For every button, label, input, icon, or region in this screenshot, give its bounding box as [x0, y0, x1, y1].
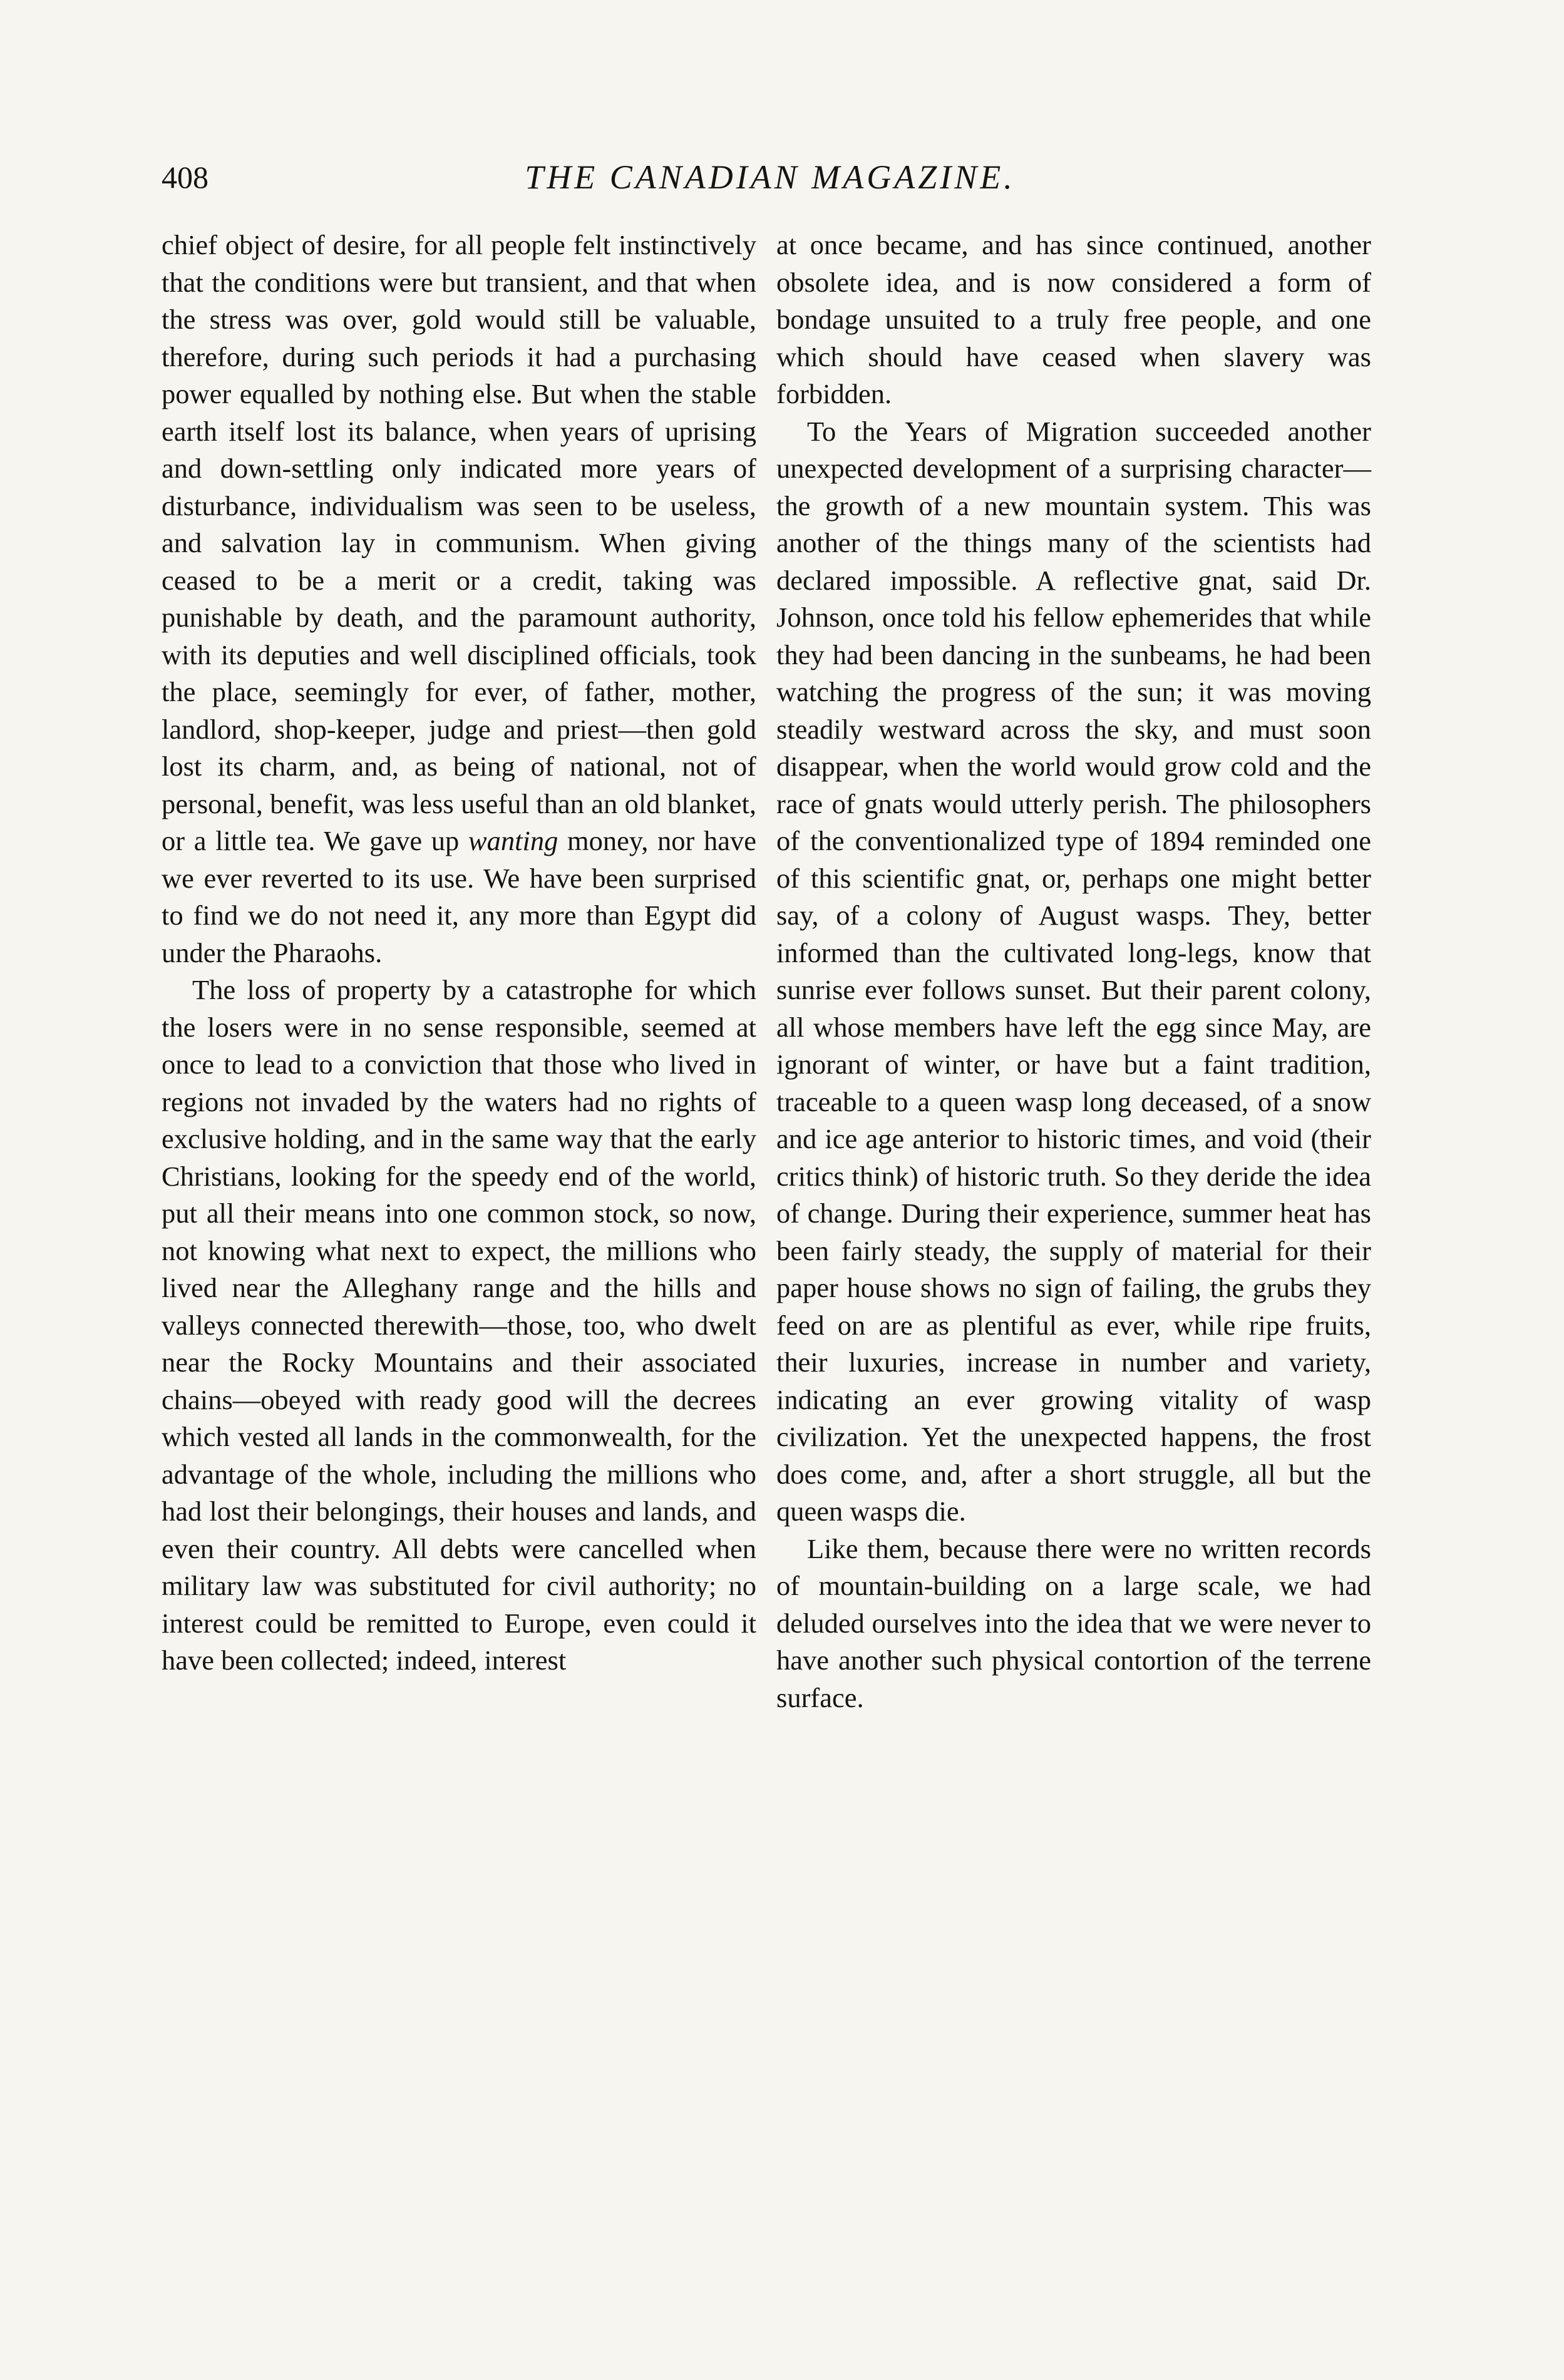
left-column: [162, 227, 756, 1680]
emphasis-text: wanting: [468, 825, 558, 856]
paragraph: Like them, because there were no written records of mountain-building on a large scale, we had deluded ourselves into the idea that we were never to have another such physical contortion of the terrene surface.: [776, 1532, 1371, 1713]
paragraph: at once became, and has since continued, another obsolete idea, and is now considered a form of bondage unsuited to a truly free people, and one which should have ceased when slavery was forbidden.: [776, 229, 1371, 409]
paragraph: The loss of property by a catastrophe for which the losers were in no sense responsible, seemed at once to lead to a conviction that those who lived in regions not invaded by the waters had no rights of exclusive holding, and in the same way that the early Christians, looking for the speedy end of the world, put all their means into one common stock, so now, not knowing what next to expect, the millions who lived near the Alleghany range and the hills and valleys connected therewith—those, too, who dwelt near the Rocky Mountains and their associated chains—obeyed with ready good will the decrees which vested all lands in the commonwealth, for the advantage of the whole, including the millions who had lost their belongings, their houses and lands, and even their country. All debts were cancelled when military law was substituted for civil authority; no interest could be remitted to Europe, even could it have been collected; indeed, interest: [162, 974, 756, 1676]
paragraph-text: chief object of desire, for all people felt instinctively that the conditions were but transient, and that when the stress was over, gold would still be valuable, therefore, during such periods it had a purchasing power equalled by nothing else. But when the stable earth itself lost its balance, when years of uprising and down-settling only indicated more years of disturbance, individualism was seen to be useless, and salvation lay in communism. When giving ceased to be a merit or a credit, taking was punishable by death, and the paramount authority, with its deputies and well disciplined officials, took the place, seemingly for ever, of father, mother, landlord, shop-keeper, judge and priest—then gold lost its charm, and, as being of national, not of personal, benefit, was less useful than an old blanket, or a little tea. We gave up: [162, 229, 756, 856]
page-header: [162, 155, 1379, 199]
paragraph-text: money, nor have we ever reverted to its use. We have been surprised to find we do not need it, any more than Egypt did under the Pharaohs.: [162, 825, 757, 968]
right-column: [776, 227, 1371, 1716]
running-head: THE CANADIAN MAGAZINE.: [525, 158, 1016, 196]
page-number: 408: [162, 160, 208, 195]
paragraph: To the Years of Migration succeeded another unexpected development of a surprising character—the growth of a new mountain system. This was another of the things many of the scientists had declared impossible. A reflective gnat, said Dr. Johnson, once told his fellow ephemerides that while they had been dancing in the sunbeams, he had been watching the progress of the sun; it was moving steadily westward across the sky, and must soon disappear, when the world would grow cold and the race of gnats would utterly perish. The philosophers of the conventionalized type of 1894 reminded one of this scientific gnat, or, perhaps one might better say, of a colony of August wasps. They, better informed than the cultivated long-legs, know that sunrise ever follows sunset. But their parent colony, all whose members have left the egg since May, are ignorant of winter, or have but a faint tradition, traceable to a queen wasp long deceased, of a snow and ice age anterior to historic times, and void (their critics think) of historic truth. So they deride the idea of change. During their experience, summer heat has been fairly steady, the supply of material for their paper house shows no sign of failing, the grubs they feed on are as plentiful as ever, while ripe fruits, their luxuries, increase in number and variety, indicating an ever growing vitality of wasp civilization. Yet the unexpected happens, the frost does come, and, after a short struggle, all but the queen wasps die.: [776, 415, 1371, 1527]
paragraph: [162, 227, 756, 972]
